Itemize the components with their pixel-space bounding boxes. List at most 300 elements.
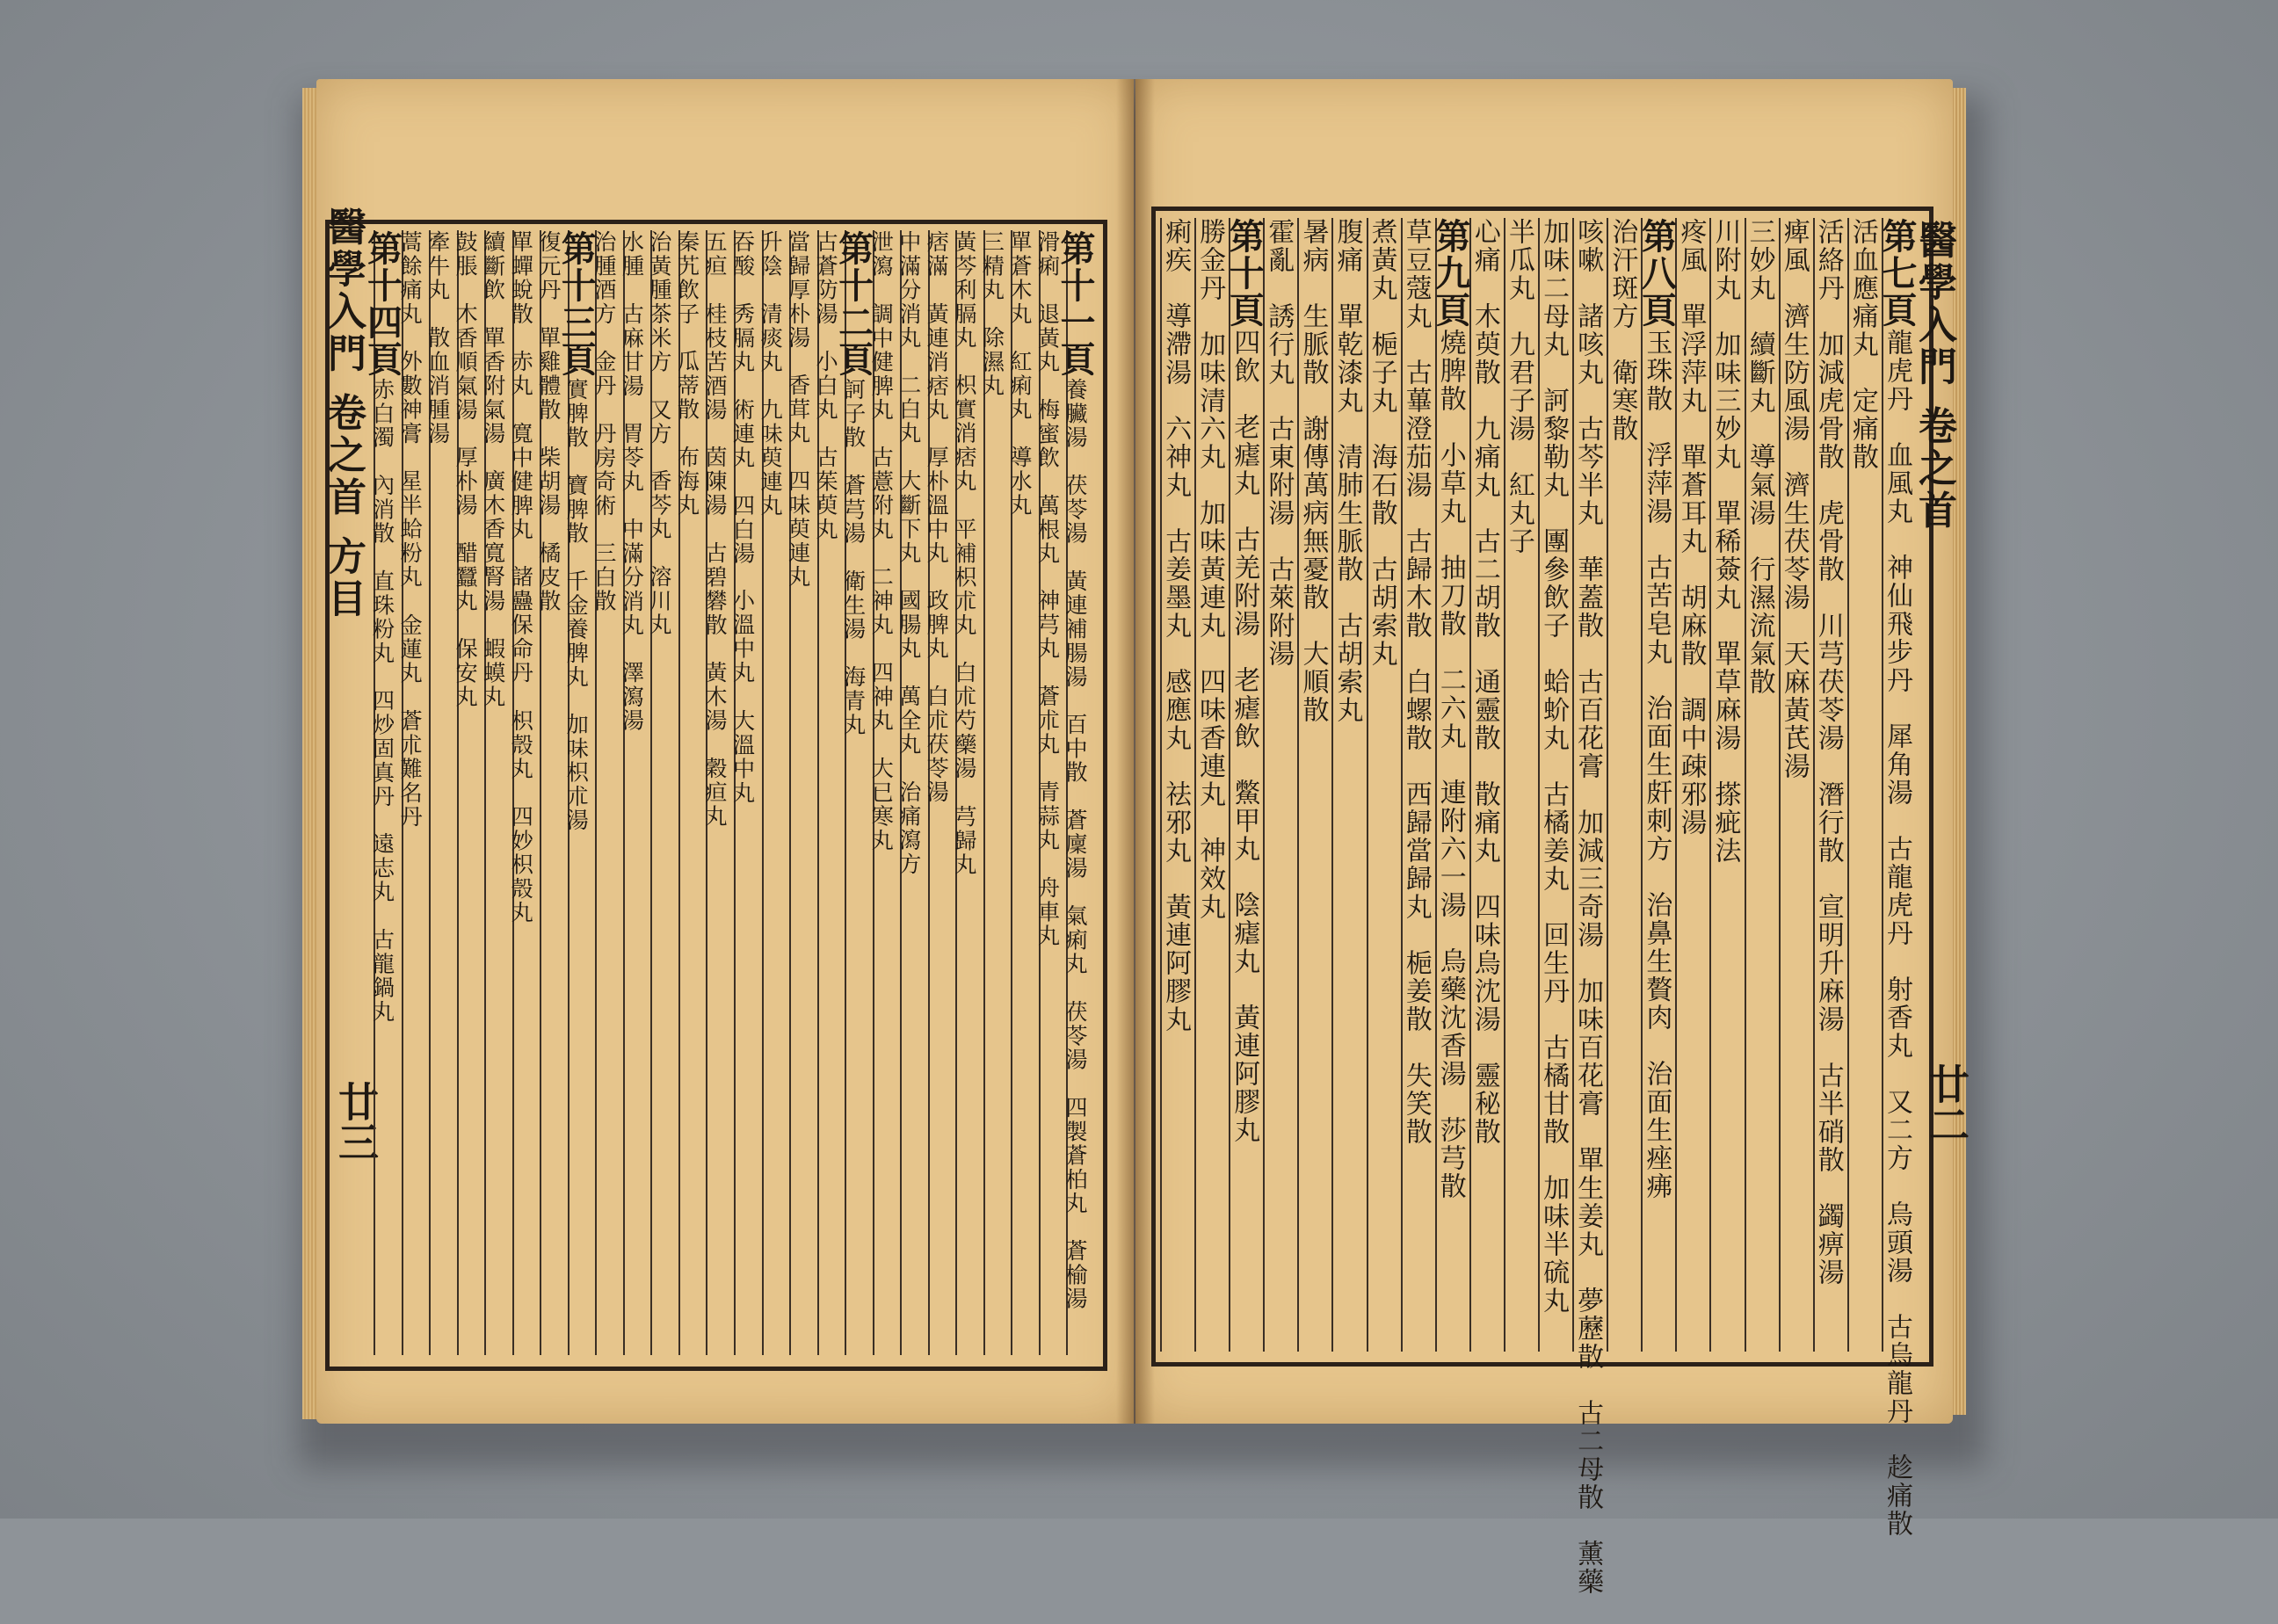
right-page-column	[1469, 218, 1505, 1352]
prescription-entry: 保安丸	[453, 636, 479, 733]
prescription-entry: 黃連補腸湯	[1062, 569, 1088, 714]
prescription-entry: 實脾散	[563, 378, 590, 474]
prescription-entry: 烏藥沈香湯	[1434, 947, 1466, 1116]
prescription-entry: 升陰	[758, 230, 784, 302]
prescription-entry: 濟生防風湯	[1778, 302, 1810, 471]
prescription-entry: 失笑散	[1400, 1062, 1432, 1174]
prescription-entry: 四白湯	[729, 493, 756, 590]
prescription-entry: 二白丸	[896, 373, 922, 470]
prescription-entry: 犀角湯	[1881, 722, 1912, 835]
prescription-entry: 單浮萍丸	[1675, 302, 1707, 443]
right-page-column	[1331, 218, 1368, 1352]
prescription-entry: 龍虎丹	[1881, 329, 1912, 441]
prescription-entry: 古羌附湯	[1229, 526, 1260, 666]
right-page-column	[1160, 218, 1196, 1352]
left-page-column	[591, 230, 625, 1355]
prescription-entry: 厚朴溫中丸	[924, 446, 950, 590]
prescription-entry: 茯苓湯	[1062, 473, 1088, 569]
prescription-entry: 舟車丸	[1034, 876, 1061, 973]
prescription-entry: 香茸丸	[785, 373, 811, 470]
prescription-entry: 赤丸	[508, 350, 534, 422]
prescription-entry: 活絡丹	[1812, 218, 1844, 330]
prescription-entry: 煮黃丸	[1366, 218, 1397, 330]
prescription-entry: 古茱萸丸	[813, 446, 839, 566]
prescription-entry: 紅痢丸	[1006, 350, 1033, 446]
prescription-entry: 陰瘧丸	[1229, 891, 1260, 1004]
page-heading: 第十頁	[1223, 218, 1266, 329]
prescription-entry: 古半硝散	[1812, 1062, 1844, 1202]
prescription-entry: 暑病	[1297, 218, 1329, 302]
prescription-entry: 布海丸	[674, 446, 700, 541]
prescription-entry: 訶黎勒丸	[1538, 387, 1570, 527]
right-page-column	[1194, 218, 1230, 1352]
left-page-column	[1006, 230, 1041, 1355]
prescription-entry: 單蒼耳丸	[1675, 443, 1707, 584]
prescription-entry: 萬根丸	[1034, 493, 1061, 590]
prescription-entry: 紅丸子	[1503, 471, 1534, 584]
book-title: 醫學入門	[321, 207, 366, 375]
prescription-entry: 百中散	[1062, 713, 1088, 809]
book-title: 醫學入門	[1912, 220, 1956, 388]
prescription-entry: 諸蠱保命丹	[508, 565, 534, 709]
prescription-entry: 六神丸	[1160, 415, 1192, 527]
prescription-entry: 黃芩利膈丸	[951, 230, 977, 374]
prescription-entry: 古芩半丸	[1572, 415, 1604, 555]
prescription-entry: 天麻黃芪湯	[1778, 640, 1810, 808]
prescription-entry: 退黃丸	[1034, 301, 1061, 398]
prescription-entry: 枳實消痞丸	[951, 373, 977, 518]
prescription-entry: 橘皮散	[535, 541, 562, 637]
prescription-entry: 趁痛散	[1881, 1454, 1912, 1566]
prescription-entry: 單雞體散	[535, 325, 562, 446]
prescription-entry: 導水丸	[1006, 446, 1033, 541]
prescription-entry: 蒿餘痛丸	[397, 230, 424, 351]
left-page-column	[785, 230, 819, 1355]
prescription-entry: 秦艽飲子	[674, 230, 700, 351]
prescription-entry: 行濕流氣散	[1744, 555, 1775, 724]
prescription-entry: 白朮芍藥湯	[951, 661, 977, 805]
prescription-entry: 木萸散	[1469, 302, 1500, 415]
prescription-entry: 小溫中丸	[729, 589, 756, 709]
prescription-entry: 單蒼木丸	[1006, 230, 1033, 351]
prescription-entry: 衛生湯	[840, 569, 867, 665]
prescription-entry: 外數神膏	[397, 350, 424, 470]
left-page-column	[758, 230, 792, 1355]
prescription-entry: 疼風	[1675, 218, 1707, 302]
prescription-entry: 芎歸丸	[951, 804, 977, 901]
prescription-entry: 治面生痤疿	[1641, 1060, 1672, 1229]
prescription-entry: 瓜蒂散	[674, 350, 700, 446]
prescription-entry: 腹痛	[1331, 218, 1363, 302]
prescription-entry: 治腫酒方	[591, 230, 617, 351]
prescription-entry: 小白丸	[813, 350, 839, 446]
prescription-entry: 二六丸	[1434, 666, 1466, 779]
prescription-entry: 青蒜丸	[1034, 780, 1061, 877]
prescription-entry: 吞酸	[729, 230, 756, 302]
prescription-entry: 溶川丸	[646, 565, 672, 662]
left-page-column	[729, 230, 764, 1355]
prescription-entry: 海青丸	[840, 664, 867, 761]
left-page-column	[480, 230, 514, 1355]
prescription-entry: 大斷下丸	[896, 469, 922, 590]
prescription-entry: 除濕丸	[979, 325, 1005, 422]
prescription-entry: 感應丸	[1160, 668, 1192, 780]
prescription-entry: 小草丸	[1434, 441, 1466, 554]
prescription-entry: 白螺散	[1400, 668, 1432, 780]
prescription-entry: 加味清六丸	[1194, 330, 1226, 499]
left-page-column	[832, 230, 874, 1355]
prescription-entry: 遠志丸	[369, 832, 395, 929]
left-page-column	[535, 230, 570, 1355]
prescription-entry: 調中健脾丸	[868, 301, 895, 446]
right-page-column	[1538, 218, 1574, 1352]
right-page-column	[1223, 218, 1266, 1352]
prescription-entry: 穀疸丸	[701, 757, 728, 853]
left-page-column	[924, 230, 958, 1355]
prescription-entry: 血風丸	[1881, 441, 1912, 554]
left-page-column	[674, 230, 708, 1355]
prescription-entry: 單蟬蛻散	[508, 230, 534, 351]
prescription-entry: 四味萸連丸	[785, 469, 811, 613]
prescription-entry: 胃苓丸	[619, 421, 645, 518]
prescription-entry: 祛邪丸	[1160, 780, 1192, 893]
prescription-entry: 古歸木散	[1400, 527, 1432, 668]
right-page-number: 廿二	[1923, 1063, 1970, 1144]
right-page-column	[1263, 218, 1299, 1352]
prescription-entry: 虎骨散	[1812, 499, 1844, 612]
left-page-column	[896, 230, 930, 1355]
prescription-entry: 治黃腫茶米方	[646, 230, 672, 398]
right-page-column	[1709, 218, 1745, 1352]
prescription-entry: 古烏龍丹	[1881, 1313, 1912, 1454]
left-page-column	[951, 230, 985, 1355]
prescription-entry: 九味萸連丸	[758, 397, 784, 542]
prescription-entry: 加味三妙丸	[1709, 330, 1741, 499]
left-page-column	[508, 230, 542, 1355]
right-page-column	[1429, 218, 1471, 1352]
prescription-entry: 四製蒼柏丸	[1062, 1095, 1088, 1240]
prescription-entry: 木香順氣湯	[453, 301, 479, 446]
prescription-entry: 胡麻散	[1675, 584, 1707, 696]
prescription-entry: 醋蠶丸	[453, 541, 479, 637]
left-page-column	[646, 230, 680, 1355]
right-page-column	[1779, 218, 1815, 1352]
prescription-entry: 諸咳丸	[1572, 302, 1604, 415]
prescription-entry: 調中疎邪湯	[1675, 696, 1707, 865]
prescription-entry: 大溫中丸	[729, 708, 756, 829]
prescription-entry: 川芎茯苓湯	[1812, 612, 1844, 780]
prescription-entry: 二神丸	[868, 565, 895, 662]
prescription-entry: 單香附氣湯	[480, 325, 506, 470]
prescription-entry: 清肺生脈散	[1331, 443, 1363, 612]
prescription-entry: 導氣湯	[1744, 443, 1775, 555]
prescription-entry: 術連丸	[729, 397, 756, 494]
prescription-entry: 又方	[646, 397, 672, 470]
prescription-entry: 加味黃連丸	[1194, 499, 1226, 668]
left-page-column	[979, 230, 1013, 1355]
prescription-entry: 九痛丸	[1469, 415, 1500, 527]
left-page-number: 廿三	[332, 1081, 380, 1162]
prescription-entry: 梅蜜飲	[1034, 397, 1061, 494]
prescription-entry: 桂枝苦酒湯	[701, 301, 728, 446]
prescription-entry: 九君子湯	[1503, 330, 1534, 471]
prescription-entry: 回生丹	[1538, 921, 1570, 1033]
prescription-entry: 泄瀉	[868, 230, 895, 302]
prescription-entry: 宣明升麻湯	[1812, 893, 1844, 1062]
prescription-entry: 搽疵法	[1709, 780, 1741, 893]
prescription-entry: 四飲	[1229, 329, 1260, 413]
prescription-entry: 蠲痹湯	[1812, 1202, 1844, 1315]
prescription-entry: 牽牛丸	[424, 230, 451, 326]
prescription-entry: 枳殼丸	[508, 708, 534, 805]
prescription-entry: 黃木湯	[701, 661, 728, 758]
left-page-column	[619, 230, 653, 1355]
prescription-entry: 靈秘散	[1469, 1062, 1500, 1174]
prescription-entry: 單草麻湯	[1709, 640, 1741, 780]
prescription-entry: 直珠粉丸	[369, 569, 395, 689]
right-page-column	[1607, 218, 1643, 1352]
prescription-entry: 金蓮丸	[397, 613, 424, 709]
prescription-entry: 古龍虎丹	[1881, 835, 1912, 975]
prescription-entry: 神仙飛步丹	[1881, 554, 1912, 722]
prescription-entry: 加減三奇湯	[1572, 808, 1604, 977]
prescription-entry: 厚朴湯	[453, 446, 479, 542]
prescription-entry: 星半蛤粉丸	[397, 469, 424, 613]
prescription-entry: 柴胡湯	[535, 446, 562, 541]
prescription-entry: 政脾丸	[924, 589, 950, 685]
prescription-entry: 大已寒丸	[868, 757, 895, 877]
prescription-entry: 勝金丹	[1194, 218, 1226, 330]
prescription-entry: 中滿分消丸	[619, 517, 645, 662]
prescription-entry: 蒼芎湯	[840, 473, 867, 569]
prescription-entry: 潛行散	[1812, 780, 1844, 893]
prescription-entry: 三精丸	[979, 230, 1005, 326]
prescription-entry: 古麻甘湯	[619, 301, 645, 422]
prescription-entry: 千金養脾丸	[563, 569, 590, 714]
prescription-entry: 四味香連丸	[1194, 668, 1226, 837]
prescription-entry: 茵陳湯	[701, 446, 728, 542]
page-heading: 第七頁	[1875, 218, 1918, 329]
prescription-entry: 水腫	[619, 230, 645, 302]
prescription-entry: 散血消腫湯	[424, 325, 451, 470]
prescription-entry: 治面生皯刺方	[1641, 694, 1672, 891]
prescription-entry: 海石散	[1366, 443, 1397, 555]
prescription-entry: 養臟湯	[1062, 378, 1088, 474]
prescription-entry: 蒼朮丸	[1034, 685, 1061, 781]
left-page-column	[1054, 230, 1096, 1355]
left-page-column	[1034, 230, 1069, 1355]
prescription-entry: 古橘甘散	[1538, 1033, 1570, 1174]
prescription-entry: 金丹	[591, 350, 617, 422]
prescription-entry: 團參飲子	[1538, 527, 1570, 668]
prescription-entry: 古二胡散	[1469, 527, 1500, 668]
prescription-entry: 莎芎散	[1434, 1116, 1466, 1229]
prescription-entry: 古薏附丸	[868, 446, 895, 566]
prescription-entry: 連附六一湯	[1434, 779, 1466, 947]
left-page-column	[555, 230, 598, 1355]
prescription-entry: 三妙丸	[1744, 218, 1775, 330]
prescription-entry: 蝦蟆丸	[480, 636, 506, 733]
right-page-column	[1504, 218, 1540, 1352]
prescription-entry: 單生姜丸	[1572, 1146, 1604, 1287]
prescription-entry: 澤瀉湯	[619, 661, 645, 758]
prescription-entry: 單稀薟丸	[1709, 499, 1741, 640]
prescription-entry: 滑痢	[1034, 230, 1061, 302]
prescription-entry: 中滿分消丸	[896, 230, 922, 374]
left-page-column	[361, 230, 403, 1355]
prescription-entry: 古蒼防湯	[813, 230, 839, 351]
prescription-entry: 古橘姜丸	[1538, 780, 1570, 921]
right-page-column	[1675, 218, 1711, 1352]
prescription-entry: 鼓脹	[453, 230, 479, 302]
prescription-entry: 赤白濁	[369, 378, 395, 474]
prescription-entry: 濟生茯苓湯	[1778, 471, 1810, 640]
prescription-entry: 古碧礬散	[701, 541, 728, 662]
prescription-entry: 老瘧丸	[1229, 413, 1260, 526]
right-page-column	[1847, 218, 1883, 1352]
prescription-entry: 川附丸	[1709, 218, 1741, 330]
prescription-entry: 浮萍湯	[1641, 441, 1672, 554]
prescription-entry: 古東附湯	[1263, 415, 1295, 555]
prescription-entry: 鱉甲丸	[1229, 779, 1260, 891]
right-page-column	[1745, 218, 1781, 1352]
prescription-entry: 五疸	[701, 230, 728, 302]
page-heading: 第十一頁	[1054, 230, 1096, 378]
prescription-entry: 古萊附湯	[1263, 555, 1295, 696]
prescription-entry: 草豆蔻丸	[1400, 218, 1432, 359]
prescription-entry: 治鼻生贅肉	[1641, 891, 1672, 1060]
left-page-column	[868, 230, 903, 1355]
left-page-column	[397, 230, 432, 1355]
right-page-column	[1813, 218, 1849, 1352]
prescription-entry: 萬全丸	[896, 685, 922, 781]
left-page-column	[424, 230, 459, 1355]
prescription-entry: 黃連消痞丸	[924, 301, 950, 446]
prescription-entry: 古蓽澄茄湯	[1400, 359, 1432, 527]
prescription-entry: 神芎丸	[1034, 589, 1061, 685]
prescription-entry: 又二方	[1881, 1088, 1912, 1200]
prescription-entry: 古胡索丸	[1331, 612, 1363, 752]
prescription-entry: 活血應痛丸	[1846, 218, 1878, 387]
prescription-entry: 四妙枳殼丸	[508, 804, 534, 948]
page-heading: 第九頁	[1429, 218, 1471, 329]
prescription-entry: 定痛散	[1846, 387, 1878, 499]
prescription-entry: 散痛丸	[1469, 780, 1500, 893]
prescription-entry: 加味百花膏	[1572, 977, 1604, 1146]
prescription-entry: 燒脾散	[1434, 329, 1466, 441]
prescription-entry: 梔子丸	[1366, 330, 1397, 443]
prescription-entry: 痺風	[1778, 218, 1810, 302]
prescription-entry: 咳嗽	[1572, 218, 1604, 302]
prescription-entry: 四神丸	[868, 661, 895, 758]
prescription-entry: 蒼廩湯	[1062, 808, 1088, 905]
prescription-entry: 氣痢丸	[1062, 904, 1088, 1000]
prescription-entry: 老瘧飲	[1229, 666, 1260, 779]
prescription-entry: 治汗斑方	[1607, 218, 1638, 359]
prescription-entry: 黃連阿膠丸	[1229, 1004, 1260, 1172]
prescription-entry: 廣木香寬腎湯	[480, 469, 506, 637]
prescription-entry: 古胡索丸	[1366, 555, 1397, 696]
left-page-column	[453, 230, 487, 1355]
prescription-entry: 加味二母丸	[1538, 218, 1570, 387]
prescription-entry: 復元丹	[535, 230, 562, 326]
prescription-entry: 痞滿	[924, 230, 950, 302]
prescription-entry: 心痛	[1469, 218, 1500, 302]
prescription-entry: 生脈散	[1297, 302, 1329, 415]
prescription-entry: 夢藶散	[1572, 1287, 1604, 1399]
prescription-entry: 治痛瀉方	[896, 780, 922, 901]
prescription-entry: 痢疾	[1160, 218, 1192, 302]
prescription-entry: 國腸丸	[896, 589, 922, 685]
prescription-entry: 續斷丸	[1744, 330, 1775, 443]
prescription-entry: 華蓋散	[1572, 555, 1604, 668]
prescription-entry: 古二母散	[1572, 1399, 1604, 1540]
prescription-entry: 射香丸	[1881, 975, 1912, 1088]
prescription-entry: 單乾漆丸	[1331, 302, 1363, 443]
prescription-entry: 加味枳朮湯	[563, 713, 590, 857]
prescription-entry: 白朮茯苓湯	[924, 685, 950, 829]
prescription-entry: 秀膈丸	[729, 301, 756, 398]
prescription-entry: 西歸當歸丸	[1400, 780, 1432, 949]
prescription-entry: 加減虎骨散	[1812, 330, 1844, 499]
left-page-column	[813, 230, 847, 1355]
right-page-column	[1401, 218, 1437, 1352]
prescription-entry: 導滯湯	[1160, 302, 1192, 415]
prescription-entry: 當歸厚朴湯	[785, 230, 811, 374]
prescription-entry: 丹房奇術	[591, 421, 617, 542]
right-page-column	[1636, 218, 1678, 1352]
page-heading: 第十二頁	[832, 230, 874, 378]
prescription-entry: 古百花膏	[1572, 668, 1604, 808]
prescription-entry: 茯苓湯	[1062, 1000, 1088, 1096]
book-section: 卷之首	[1912, 405, 1956, 533]
prescription-entry: 香芩丸	[646, 469, 672, 566]
page-heading: 第八頁	[1636, 218, 1678, 329]
book-subtitle: 方目	[321, 535, 366, 620]
page-heading: 第十三頁	[555, 230, 598, 378]
prescription-entry: 寬中健脾丸	[508, 421, 534, 566]
right-page-column	[1572, 218, 1608, 1624]
prescription-entry: 四炒固真丹	[369, 689, 395, 833]
prescription-entry: 大順散	[1297, 640, 1329, 752]
prescription-entry: 通靈散	[1469, 668, 1500, 780]
prescription-entry: 謝傳萬病無憂散	[1297, 415, 1329, 640]
prescription-entry: 黃連阿膠丸	[1160, 893, 1192, 1062]
left-page-column	[701, 230, 736, 1355]
right-page-margin-title	[1912, 220, 1962, 1353]
prescription-entry: 蛤蚧丸	[1538, 668, 1570, 780]
right-page-column	[1367, 218, 1403, 1352]
prescription-entry: 梔姜散	[1400, 949, 1432, 1062]
prescription-entry: 三白散	[591, 541, 617, 637]
prescription-entry: 平補枳朮丸	[951, 517, 977, 662]
prescription-entry: 玉珠散	[1641, 329, 1672, 441]
right-page-column	[1297, 218, 1333, 1352]
prescription-entry: 加味半硫丸	[1538, 1174, 1570, 1343]
prescription-entry: 衛寒散	[1607, 359, 1638, 471]
book-section: 卷之首	[321, 392, 366, 519]
prescription-entry: 清痰丸	[758, 301, 784, 398]
prescription-entry: 續斷飲	[480, 230, 506, 326]
prescription-entry: 蒼朮難名丹	[397, 708, 424, 853]
prescription-entry: 抽刀散	[1434, 554, 1466, 666]
prescription-entry: 半瓜丸	[1503, 218, 1534, 330]
prescription-entry: 薰藥	[1572, 1540, 1604, 1624]
prescription-entry: 訶子散	[840, 378, 867, 474]
prescription-entry: 誘行丸	[1263, 302, 1295, 415]
prescription-entry: 蒼榆湯	[1062, 1239, 1088, 1336]
prescription-entry: 烏頭湯	[1881, 1200, 1912, 1313]
